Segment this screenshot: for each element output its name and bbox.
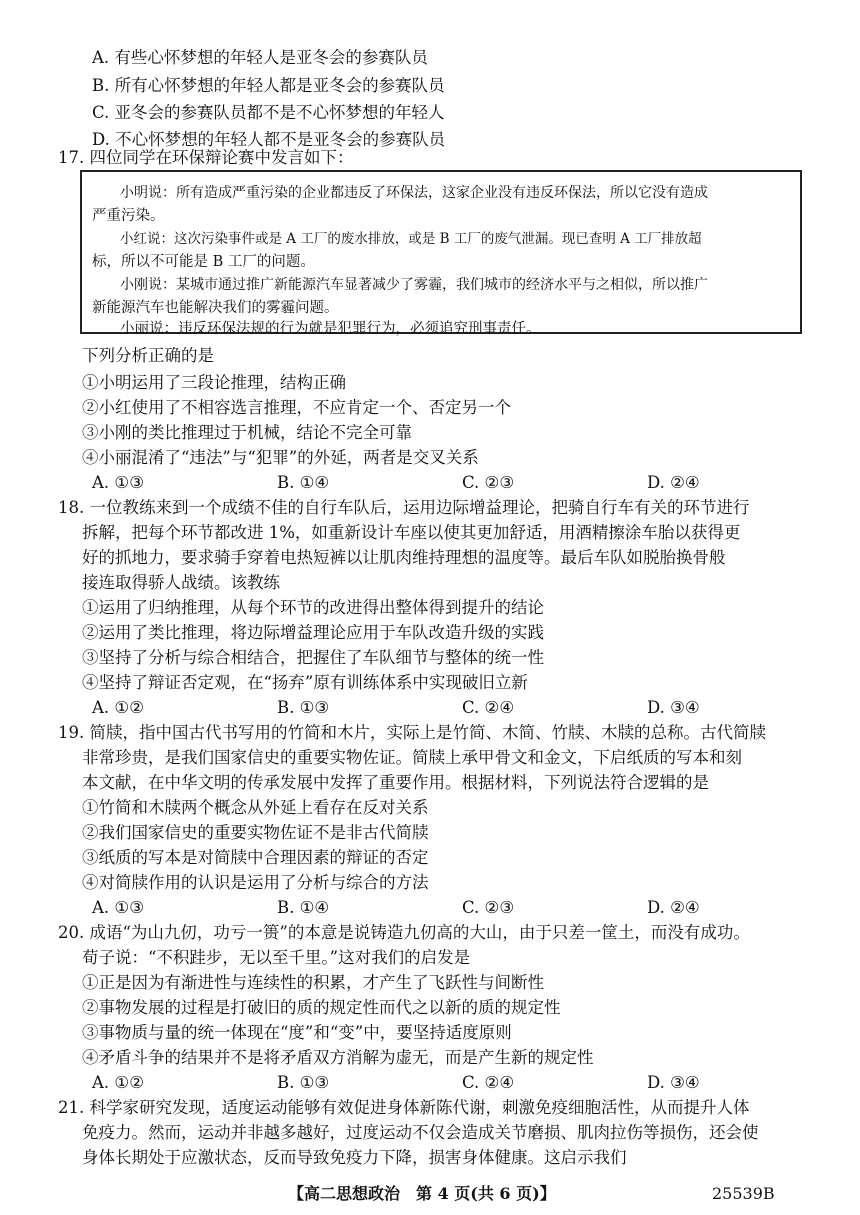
q20-item-2: ②事物发展的过程是打破旧的质的规定性而代之以新的质的规定性 xyxy=(82,998,561,1017)
q18-choices xyxy=(92,696,812,720)
q21-stem-line: 免疫力。然而，运动并非越多越好，过度运动不仅会造成关节磨损、肌肉拉伤等损伤，还会使 xyxy=(82,1123,759,1142)
q17-choice-c[interactable]: C. ②③ xyxy=(462,473,515,492)
q20-stem-line: 20. 成语“为山九仞，功亏一篑”的本意是说铸造九仞高的大山，由于只差一筐土，而没有成功。 xyxy=(58,923,750,942)
q19-choice-a[interactable]: A. ①③ xyxy=(92,898,144,917)
q16-option-d: D. 不心怀梦想的年轻人都不是亚冬会的参赛队员 xyxy=(92,130,446,149)
q17-quote-box xyxy=(80,170,802,337)
q19-choice-d[interactable]: D. ②④ xyxy=(647,898,700,917)
q16-option-b: B. 所有心怀梦想的年轻人都是亚冬会的参赛队员 xyxy=(92,76,445,95)
q17-item-1: ①小明运用了三段论推理，结构正确 xyxy=(82,373,346,392)
q18-stem-line: 接连取得骄人战绩。该教练 xyxy=(82,573,280,592)
q18-item-4: ④坚持了辩证否定观，在“扬弃”原有训练体系中实现破旧立新 xyxy=(82,673,528,692)
q20-stem-line: 荀子说：“不积跬步，无以至千里。”这对我们的启发是 xyxy=(82,948,471,967)
q16-option-c: C. 亚冬会的参赛队员都不是不心怀梦想的年轻人 xyxy=(92,103,445,122)
q18-item-3: ③坚持了分析与综合相结合，把握住了车队细节与整体的统一性 xyxy=(82,648,544,667)
q18-choice-a[interactable]: A. ①② xyxy=(92,698,144,717)
q19-item-2: ②我们国家信史的重要实物佐证不是非古代简牍 xyxy=(82,823,429,842)
q17-stem: 17. 四位同学在环保辩论赛中发言如下： xyxy=(58,148,354,167)
q18-choice-d[interactable]: D. ③④ xyxy=(647,698,700,717)
q19-item-4: ④对简牍作用的认识是运用了分析与综合的方法 xyxy=(82,873,429,892)
q18-choice-c[interactable]: C. ②④ xyxy=(462,698,515,717)
q17-box-line: 标，所以不可能是 B 工厂的问题。 xyxy=(92,254,315,270)
q19-stem-line: 19. 简牍，指中国古代书写用的竹简和木片，实际上是竹简、木简、竹牍、木牍的总称。古代简牍 xyxy=(58,723,766,742)
q19-stem-line: 本文献，在中华文明的传承发展中发挥了重要作用。根据材料，下列说法符合逻辑的是 xyxy=(82,773,709,792)
q16-option-a: A. 有些心怀梦想的年轻人是亚冬会的参赛队员 xyxy=(92,48,428,67)
q17-box-line: 小红说：这次污染事件或是 A 工厂的废水排放，或是 B 工厂的废气泄漏。现已查明 A 工厂排放超 xyxy=(120,231,702,247)
q17-choice-a[interactable]: A. ①③ xyxy=(92,473,144,492)
q17-item-2: ②小红使用了不相容选言推理，不应肯定一个、否定另一个 xyxy=(82,398,511,417)
q20-choice-a[interactable]: A. ①② xyxy=(92,1073,144,1092)
q20-item-4: ④矛盾斗争的结果并不是将矛盾双方消解为虚无，而是产生新的规定性 xyxy=(82,1048,594,1067)
q17-choice-b[interactable]: B. ①④ xyxy=(277,473,330,492)
q20-choice-c[interactable]: C. ②④ xyxy=(462,1073,515,1092)
q21-stem-line: 身体长期处于应激状态，反而导致免疫力下降，损害身体健康。这启示我们 xyxy=(82,1148,627,1167)
q17-choice-d[interactable]: D. ②④ xyxy=(647,473,700,492)
q18-stem-line: 好的抓地力，要求骑手穿着电热短裤以让肌肉维持理想的温度等。最后车队如脱胎换骨般 xyxy=(82,548,726,567)
q21-stem-line: 21. 科学家研究发现，适度运动能够有效促进身体新陈代谢，刺激免疫细胞活性，从而提升人体 xyxy=(58,1098,750,1117)
q18-choice-b[interactable]: B. ①③ xyxy=(277,698,330,717)
q20-choices xyxy=(92,1071,812,1095)
q20-item-1: ①正是因为有渐进性与连续性的积累，才产生了飞跃性与间断性 xyxy=(82,973,544,992)
q17-item-3: ③小刚的类比推理过于机械，结论不完全可靠 xyxy=(82,423,412,442)
q19-stem-line: 非常珍贵，是我们国家信史的重要实物佐证。简牍上承甲骨文和金文，下启纸质的写本和刻 xyxy=(82,748,742,767)
q19-choices xyxy=(92,896,812,920)
q18-stem-line: 拆解，把每个环节都改进 1%，如重新设计车座以使其更加舒适，用酒精擦涂车胎以获得更 xyxy=(82,523,741,542)
q17-prompt: 下列分析正确的是 xyxy=(82,346,214,365)
q18-item-2: ②运用了类比推理，将边际增益理论应用于车队改造升级的实践 xyxy=(82,623,544,642)
q20-item-3: ③事物质与量的统一体现在“度”和“变”中，要坚持适度原则 xyxy=(82,1023,512,1042)
q19-choice-b[interactable]: B. ①④ xyxy=(277,898,330,917)
q19-choice-c[interactable]: C. ②③ xyxy=(462,898,515,917)
q17-item-4: ④小丽混淆了“违法”与“犯罪”的外延，两者是交叉关系 xyxy=(82,448,479,467)
q17-box-line: 严重污染。 xyxy=(92,208,165,224)
footer-exam-code: 25539B xyxy=(712,1184,775,1203)
q20-choice-b[interactable]: B. ①③ xyxy=(277,1073,330,1092)
q17-box-line: 小丽说：违反环保法规的行为就是犯罪行为，必须追究刑事责任。 xyxy=(120,321,541,337)
q17-box-line: 小刚说：某城市通过推广新能源汽车显著减少了雾霾，我们城市的经济水平与之相似，所以推广 xyxy=(120,277,708,293)
q17-choices xyxy=(92,471,812,495)
q20-choice-d[interactable]: D. ③④ xyxy=(647,1073,700,1092)
q17-box-line: 小明说：所有造成严重污染的企业都违反了环保法，这家企业没有违反环保法，所以它没有造成 xyxy=(120,185,708,201)
q19-item-3: ③纸质的写本是对简牍中合理因素的辩证的否定 xyxy=(82,848,429,867)
footer-page-info: 【高二思想政治 第 4 页(共 6 页)】 xyxy=(288,1184,556,1203)
q17-box-line: 新能源汽车也能解决我们的雾霾问题。 xyxy=(92,300,339,316)
q19-item-1: ①竹简和木牍两个概念从外延上看存在反对关系 xyxy=(82,798,429,817)
q18-item-1: ①运用了归纳推理，从每个环节的改进得出整体得到提升的结论 xyxy=(82,598,544,617)
q18-stem-line: 18. 一位教练来到一个成绩不佳的自行车队后，运用边际增益理论，把骑自行车有关的环节进行 xyxy=(58,498,750,517)
